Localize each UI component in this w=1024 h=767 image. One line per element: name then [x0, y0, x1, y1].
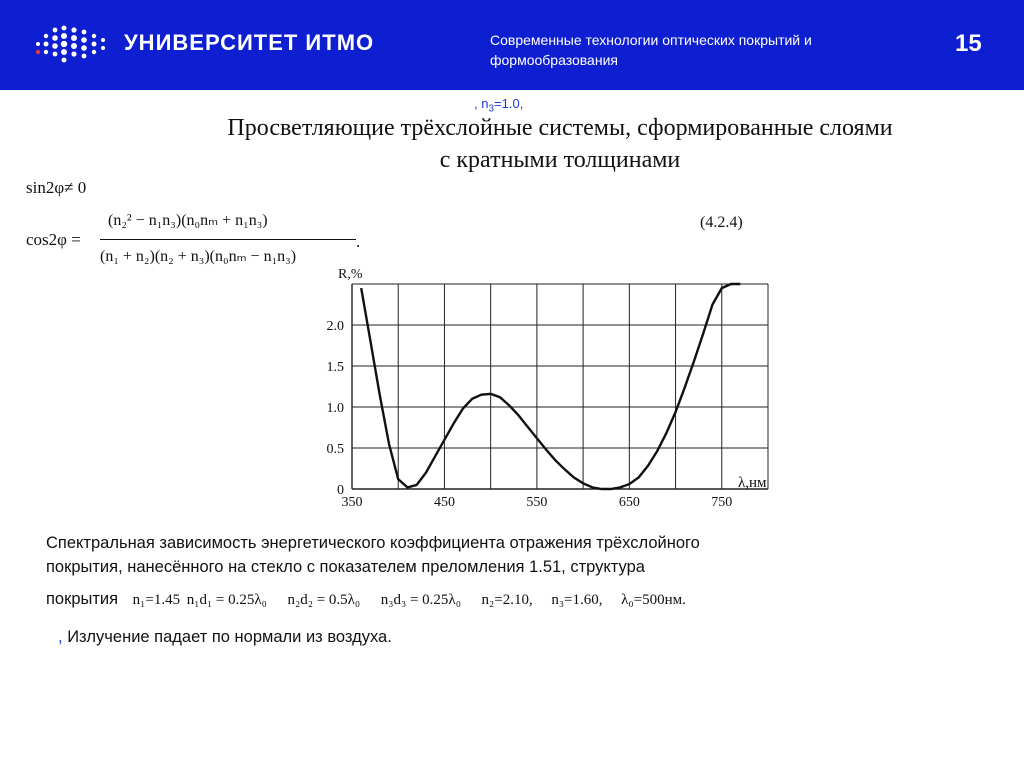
- param-n3d3: n₃d₃ = 0.25λ₀: [380, 592, 461, 608]
- param-n1d1: n₁d₁ = 0.25λ₀: [186, 592, 267, 608]
- stray-sub: 3: [488, 103, 495, 115]
- cos-formula-numerator: (n₂² − n₁n₃)(n₀nₘ + n₁n₃): [108, 212, 268, 229]
- reflectance-curve: [361, 284, 740, 489]
- y-tick-label: 1.0: [326, 401, 344, 416]
- page-number: 15: [955, 30, 982, 57]
- reflectance-chart: [310, 262, 790, 518]
- y-tick-label: 1.5: [326, 360, 344, 375]
- stray-formula-fragment: , $n_3=1.0$,: [474, 96, 524, 115]
- slide-title: [140, 112, 980, 176]
- university-name: УНИВЕРСИТЕТ ИТМО: [124, 30, 375, 55]
- sin-formula: sin2φ≠ 0: [26, 178, 87, 197]
- stray-n: n: [481, 96, 489, 111]
- x-tick-label: 550: [526, 495, 548, 510]
- header-bar: [0, 0, 1024, 90]
- x-tick-label: 750: [711, 495, 733, 510]
- caption-line2: покрытия, нанесённого на стекло с показателем преломления 1.51, структура: [46, 558, 645, 576]
- stray-rest: =1.0,: [494, 96, 524, 111]
- course-title-line1: Современные технологии оптических покрытий и: [490, 32, 812, 48]
- structure-row: [46, 590, 686, 609]
- x-tick-label: 450: [433, 495, 455, 510]
- fraction-bar: [100, 239, 356, 240]
- cos-formula-lhs: cos2φ =: [26, 230, 81, 249]
- x-tick-label: 350: [341, 495, 363, 510]
- course-title-line2: формообразования: [490, 52, 618, 68]
- slide-title-line1: Просветляющие трёхслойные системы, сформированные слоями: [227, 115, 893, 141]
- slide-title-line2: с кратными толщинами: [439, 147, 681, 173]
- note-text: Излучение падает по нормали из воздуха.: [67, 628, 392, 646]
- x-tick-label: 650: [618, 495, 640, 510]
- caption-line3-label: покрытия: [46, 590, 119, 608]
- param-n1: n₁=1.45: [132, 592, 181, 608]
- caption-line1: Спектральная зависимость энергетического коэффициента отражения трёхслойного: [46, 534, 700, 552]
- equation-number: (4.2.4): [700, 214, 743, 231]
- note-comma: ,: [58, 628, 63, 646]
- y-tick-label: 0.5: [326, 442, 344, 457]
- y-tick-label: 0: [337, 483, 344, 498]
- param-lambda0: λ₀=500нм.: [621, 592, 686, 608]
- chart-grid: [352, 284, 768, 489]
- y-tick-label: 2.0: [326, 319, 344, 334]
- course-title: [490, 30, 910, 70]
- x-axis-label: λ,нм: [738, 475, 767, 491]
- param-n2d2: n₂d₂ = 0.5λ₀: [287, 592, 361, 608]
- param-n2: n₂=2.10,: [481, 592, 533, 608]
- formula-period: .: [356, 232, 361, 251]
- param-n3: n₃=1.60,: [551, 592, 603, 608]
- y-axis-label: R,%: [338, 267, 363, 282]
- chart-tick-labels: [327, 319, 733, 510]
- figure-caption: [46, 531, 906, 579]
- incidence-note: [58, 628, 392, 647]
- itmo-logo-icon: [32, 22, 112, 66]
- cos-formula-denominator: (n₁ + n₂)(n₂ + n₃)(n₀nₘ − n₁n₃): [100, 248, 297, 265]
